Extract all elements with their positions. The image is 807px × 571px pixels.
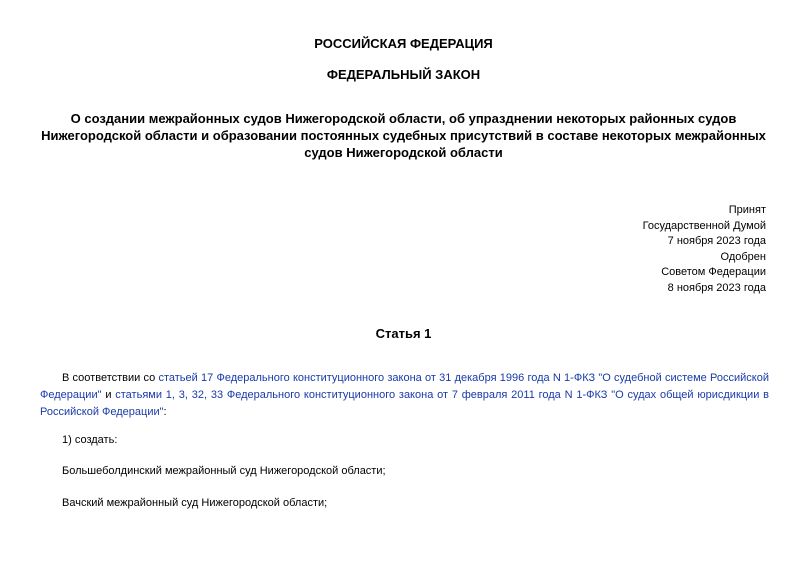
paragraph-text: и [101,389,116,401]
adoption-line: Одобрен [720,250,766,263]
list-item: Большеболдинский межрайонный суд Нижегородской области; [62,465,386,477]
law-title [0,110,807,161]
adoption-block [643,203,766,296]
adoption-line: Государственной Думой [642,219,766,232]
list-item: 1) создать: [62,434,118,446]
adoption-line: 7 ноября 2023 года [667,235,766,247]
adoption-line: Принят [728,204,766,216]
adoption-line: 8 ноября 2023 года [667,281,766,294]
law-reference-link[interactable]: статьями 1, 3, 32, 33 Федерального конституционного закона от 7 февраля 2011 года N 1-ФКЗ "О судах общей юрисдикции в Российской Федерации" [40,389,769,418]
paragraph-text: В соответствии со [62,372,159,384]
paragraph-text: : [163,406,167,418]
law-reference-link[interactable]: статьей 17 Федерального конституционного закона от 31 декабря 1996 года N 1-ФКЗ "О судебной системе Российской Федерации" [40,372,769,401]
article-paragraph [40,370,769,421]
article-heading: Статья 1 [375,326,432,341]
federation-heading: РОССИЙСКАЯ ФЕДЕРАЦИЯ [314,36,493,51]
law-type-heading: ФЕДЕРАЛЬНЫЙ ЗАКОН [326,67,481,82]
list-item: Вачский межрайонный суд Нижегородской области; [62,497,328,509]
adoption-line: Советом Федерации [661,266,766,278]
law-title-text: О создании межрайонных судов Нижегородской области, об упразднении некоторых районных судов Нижегородской области и образовании постоянных судебных присутствий в составе некоторых межрайонных судов Нижегородской области [41,111,766,160]
